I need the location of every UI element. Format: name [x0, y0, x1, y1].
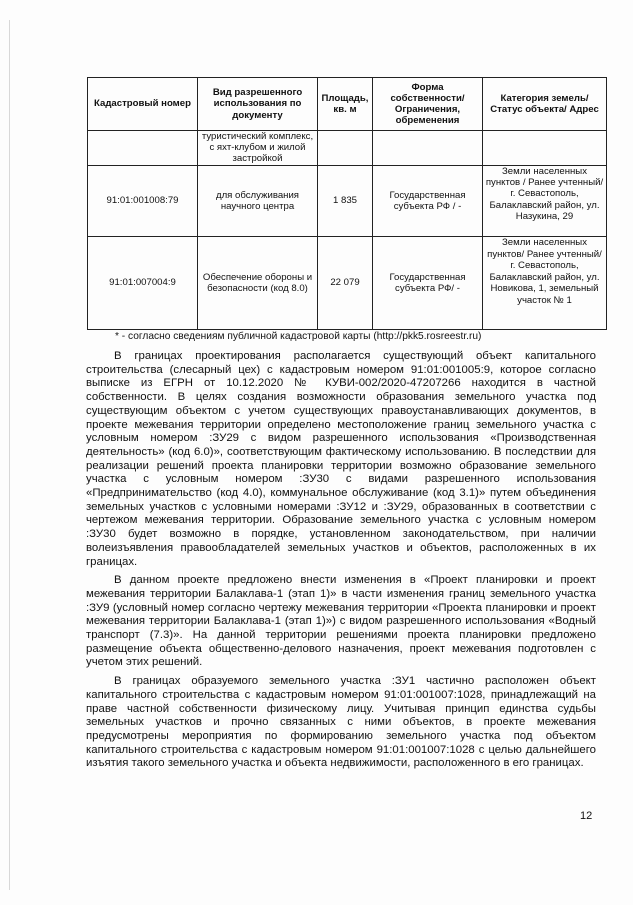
cell-use-type: туристический комплекс, с яхт-клубом и жилой застройкой: [198, 131, 318, 166]
cell-area: 1 835: [318, 166, 373, 237]
cell-use-type: Обеспечение обороны и безопасности (код 8.0): [198, 237, 318, 330]
cell-use-type: для обслуживания научного центра: [198, 166, 318, 237]
header-ownership: Форма собственности/ Ограничения, обременения: [373, 78, 483, 131]
table-footnote: * - согласно сведениям публичной кадастровой карты (http://pkk5.rosreestr.ru): [115, 331, 482, 342]
cell-cadastral-number: [88, 131, 198, 166]
body-text: [86, 350, 596, 776]
cell-ownership: [373, 131, 483, 166]
cell-area: 22 079: [318, 237, 373, 330]
table-row: [88, 131, 607, 166]
header-area: Площадь, кв. м: [318, 78, 373, 131]
paragraph: В границах проектирования располагается существующий объект капитального строительства (слесарный цех) с кадастровым номером 91:01:001005:9, которое согласно выписке из ЕГРН от 10.12.2020 № КУВИ-002/2020-47207266 находится в частной собственности. В целях создания возможности образования земельного участка под существующим объектом с учетом существующих правоустанавливающих документов, в проекте межевания территории определено местоположение границ земельного участка с условным номером :ЗУ29 с видом разрешенного использования «Производственная деятельность» (код 6.0)», соответствующим фактическому использованию. В последствии для реализации решений проекта планировки территории возможно образование земельного участка с условным номером :ЗУ30 с видами разрешенного использования «Предпринимательство (код 4.0), коммунальное обслуживание (код 3.1)» путем объединения земельных участков с условными номерами :ЗУ12 и :ЗУ29, образованных в соответствии с чертежом межевания территории. Образование земельного участка с условным номером :ЗУ30 будет возможно в порядке, установленном законодательством, при наличии волеизъявления правообладателей земельных участков и объектов, расположенных в их границах.: [86, 350, 596, 568]
cell-ownership: Государственная субъекта РФ / -: [373, 166, 483, 237]
table-row: [88, 166, 607, 237]
cell-category: Земли населенных пунктов/ Ранее учтенный/ г. Севастополь, Балаклавский район, ул. Новикова, 1, земельный участок № 1: [483, 237, 607, 330]
cell-category: Земли населенных пунктов / Ранее учтенный/ г. Севастополь, Балаклавский район, ул. Назукина, 29: [483, 166, 607, 237]
page-number: 12: [580, 810, 593, 822]
paragraph: В границах образуемого земельного участка :ЗУ1 частично расположен объект капитального строительства с кадастровым номером 91:01:001007:1028, принадлежащий на праве частной собственности физическому лицу. Учитывая принцип единства судьбы земельных участков и прочно связанных с ними объектов, в проекте межевания предусмотрены мероприятия по формированию земельного участка под объектом капитального строительства с кадастровым номером 91:01:001007:1028 с целью дальнейшего изъятия такого земельного участка и объекта недвижимости, расположенного в его границах.: [86, 675, 596, 770]
scan-edge-line: [9, 20, 10, 890]
cadastral-table: [87, 77, 607, 330]
table-row: [88, 237, 607, 330]
cell-cadastral-number: 91:01:001008:79: [88, 166, 198, 237]
cell-area: [318, 131, 373, 166]
header-cadastral-number: Кадастровый номер: [88, 78, 198, 131]
cell-category: [483, 131, 607, 166]
header-category: Категория земель/ Статус объекта/ Адрес: [483, 78, 607, 131]
table-header-row: [88, 78, 607, 131]
cell-cadastral-number: 91:01:007004:9: [88, 237, 198, 330]
header-use-type: Вид разрешенного использования по документу: [198, 78, 318, 131]
paragraph: В данном проекте предложено внести изменения в «Проект планировки и проект межевания территории Балаклава-1 (этап 1)» в части изменения границ земельного участка :ЗУ9 (условный номер согласно чертежу межевания территории «Проекта планировки и проект межевания территории Балаклава-1 (этап 1)») с видом разрешенного использования «Водный транспорт (7.3)». На данной территории решениями проекта планировки предложено размещение объекта общественно-делового назначения, проект межевания подготовлен с учетом этих решений.: [86, 574, 596, 669]
cell-ownership: Государственная субъекта РФ/ -: [373, 237, 483, 330]
